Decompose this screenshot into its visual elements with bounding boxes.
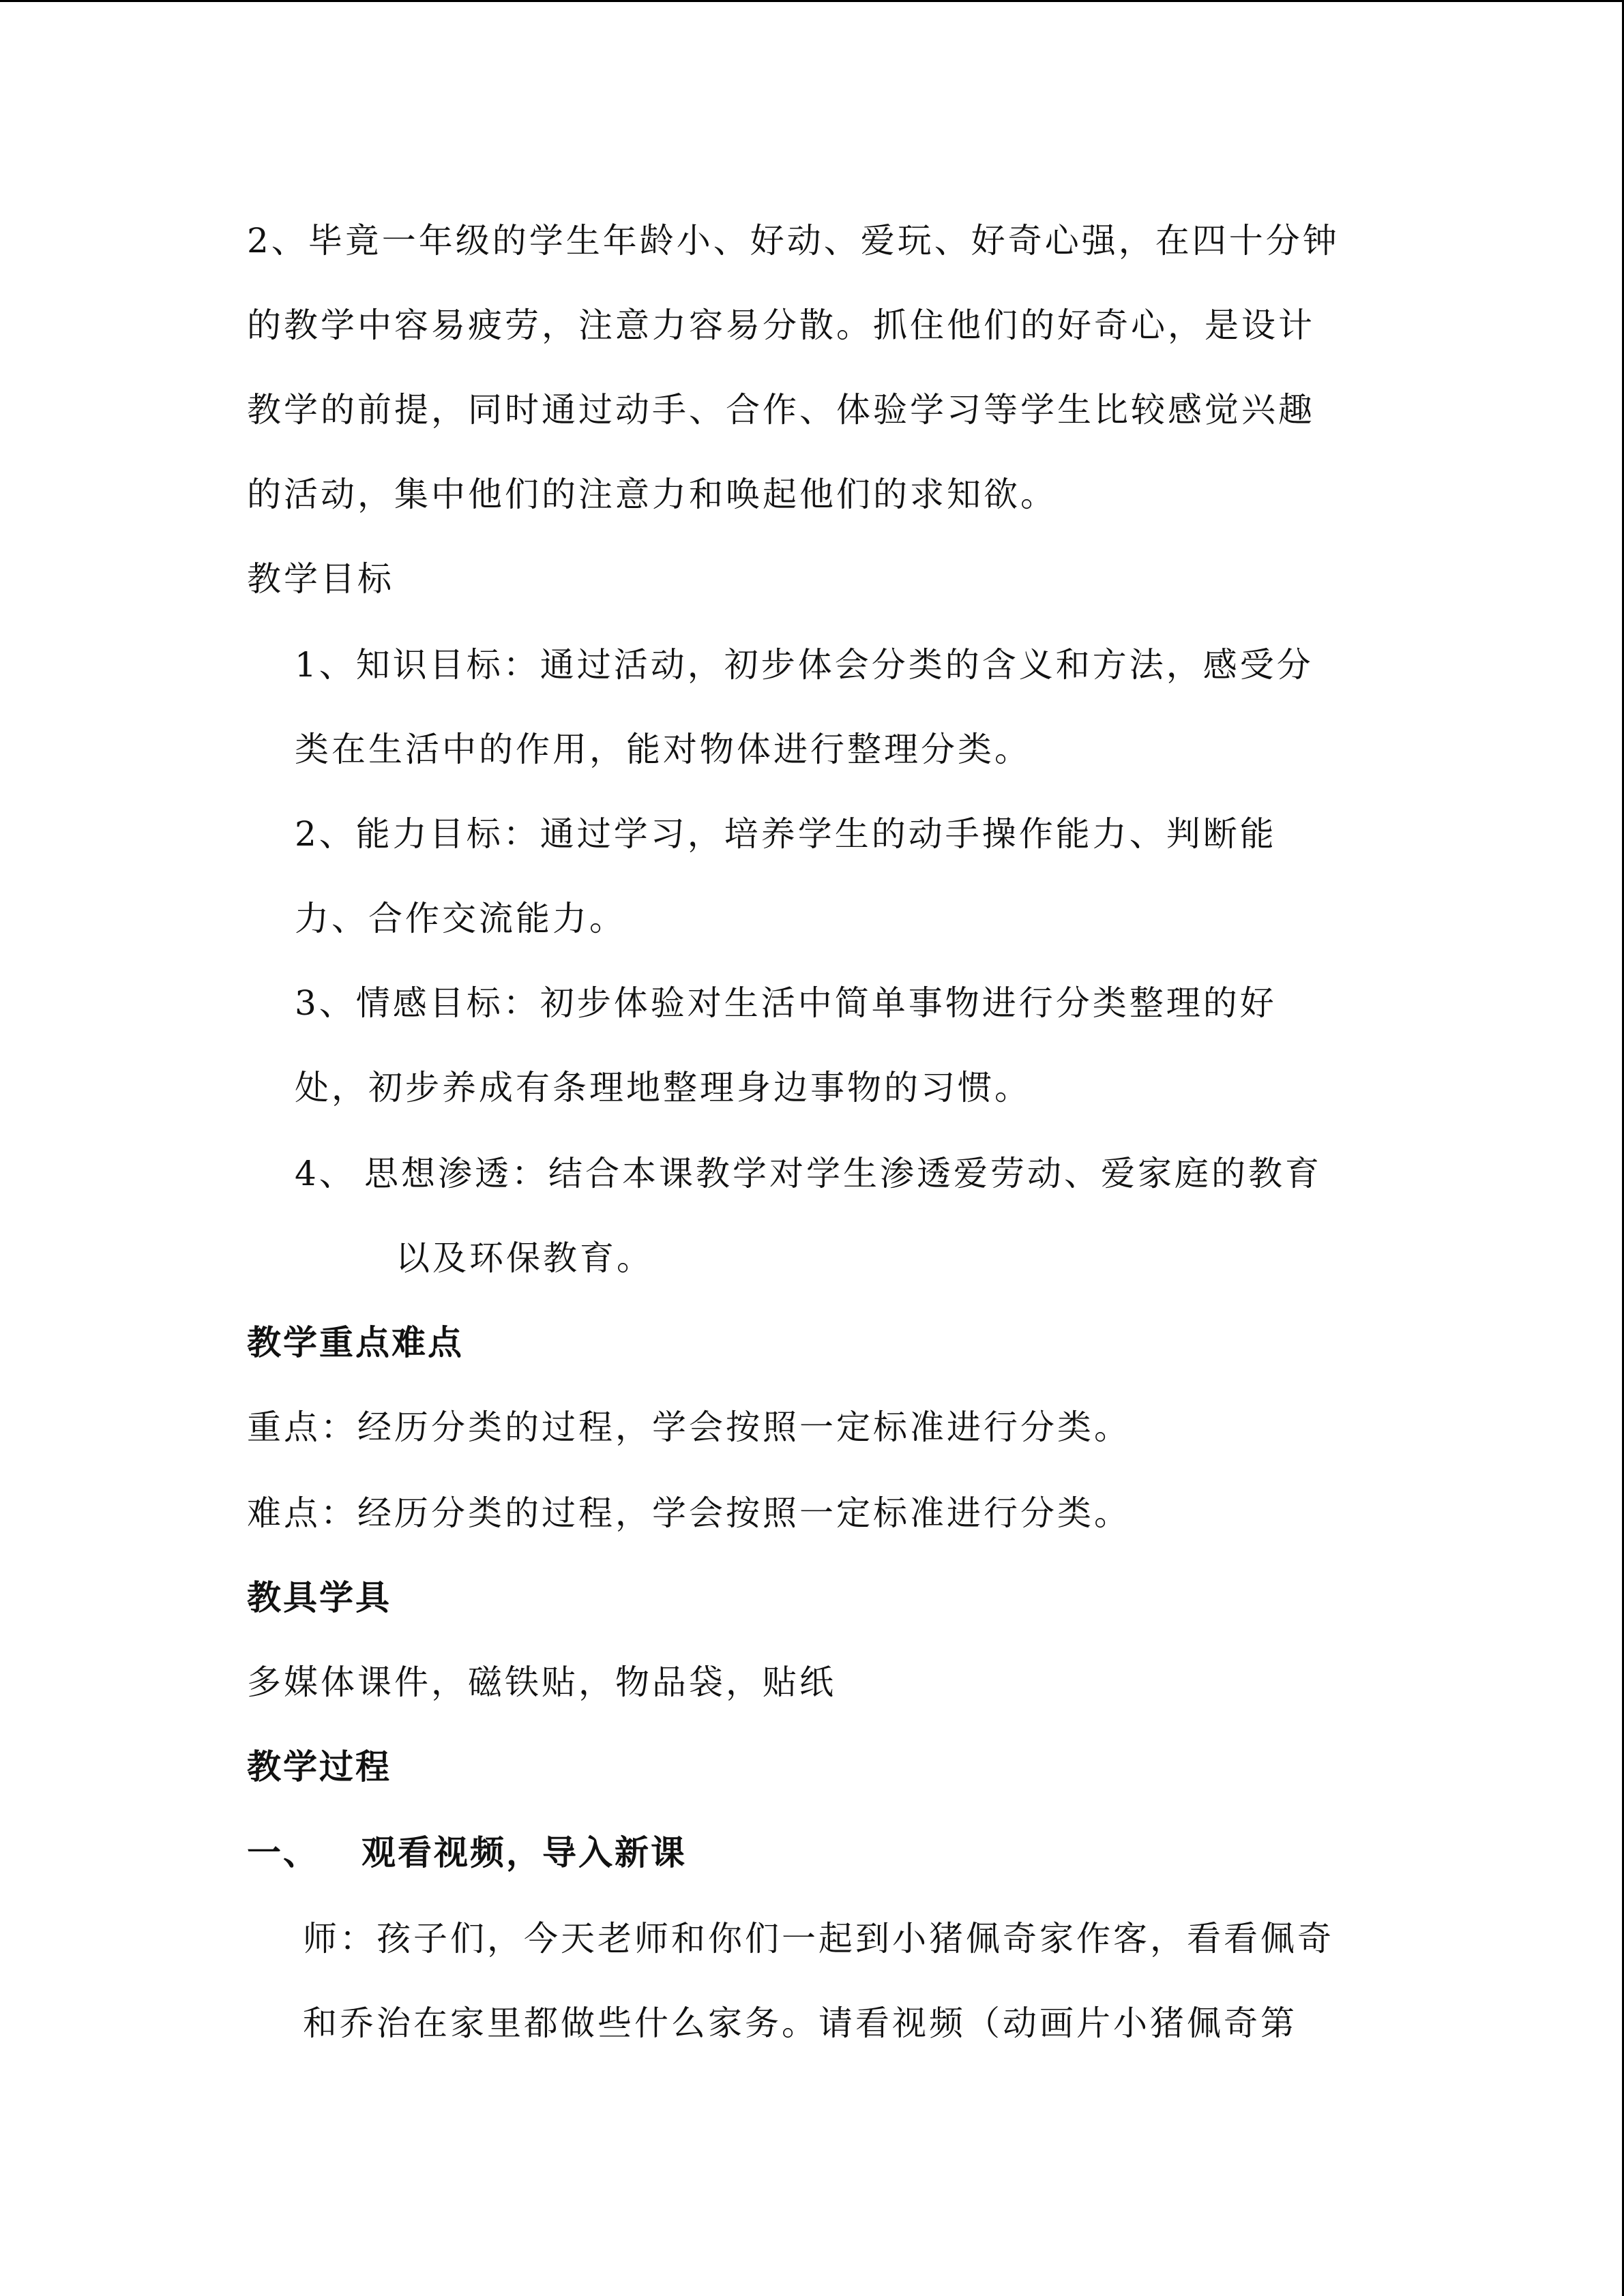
section-1-title: 观看视频，导入新课 [361,1833,687,1873]
goals-heading: 教学目标 [247,559,394,599]
section-1-number: 一、 [247,1833,319,1873]
intro-line-4: 的活动，集中他们的注意力和唤起他们的求知欲。 [247,475,1057,514]
process-heading: 教学过程 [247,1747,392,1787]
goal-1-line-1: 1、知识目标：通过活动，初步体会分类的含义和方法，感受分 [295,645,1314,685]
teacher-line-2: 和乔治在家里都做些什么家务。请看视频（动画片小猪佩奇第 [303,2003,1297,2043]
goal-4-line-1: 思想渗透：结合本课教学对学生渗透爱劳动、爱家庭的教育 [364,1154,1322,1193]
teacher-line-1: 师：孩子们，今天老师和你们一起到小猪佩奇家作客，看看佩奇 [303,1919,1334,1958]
goal-3-line-2: 处，初步养成有条理地整理身边事物的习惯。 [295,1068,1031,1107]
intro-line-1: 2、毕竟一年级的学生年龄小、好动、爱玩、好奇心强，在四十分钟 [247,221,1340,260]
key-point-focus: 重点：经历分类的过程，学会按照一定标准进行分类。 [247,1407,1131,1447]
key-points-heading: 教学重点难点 [247,1323,464,1362]
intro-line-2: 的教学中容易疲劳，注意力容易分散。抓住他们的好奇心，是设计 [247,305,1315,345]
goal-1-line-2: 类在生活中的作用，能对物体进行整理分类。 [295,730,1031,769]
tools-text: 多媒体课件，磁铁贴，物品袋，贴纸 [247,1663,836,1702]
goal-2-line-2: 力、合作交流能力。 [295,899,626,938]
tools-heading: 教具学具 [247,1578,392,1617]
goal-4-line-2: 以及环保教育。 [396,1238,653,1278]
goal-2-line-1: 2、能力目标：通过学习，培养学生的动手操作能力、判断能 [295,814,1277,854]
goal-4-number: 4、 [295,1154,356,1193]
intro-line-3: 教学的前提，同时通过动手、合作、体验学习等学生比较感觉兴趣 [247,390,1315,430]
key-point-difficulty: 难点：经历分类的过程，学会按照一定标准进行分类。 [247,1493,1131,1533]
goal-3-line-1: 3、情感目标：初步体验对生活中简单事物进行分类整理的好 [295,983,1277,1023]
